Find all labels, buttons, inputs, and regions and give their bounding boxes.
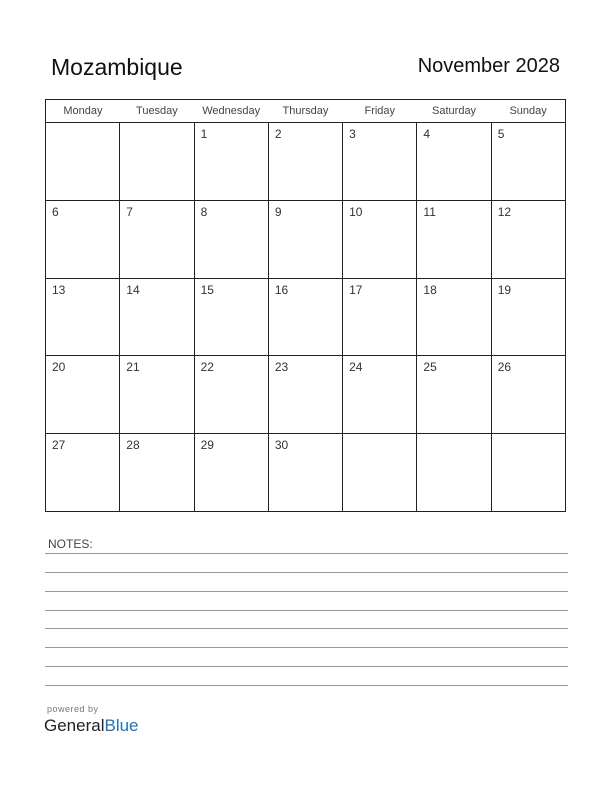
note-line bbox=[45, 610, 568, 611]
day-cell: 2 bbox=[268, 123, 342, 201]
powered-by-text: powered by bbox=[47, 704, 99, 714]
note-line bbox=[45, 685, 568, 686]
day-cell: 25 bbox=[417, 356, 491, 434]
day-cell: 9 bbox=[268, 200, 342, 278]
brand-name-blue: Blue bbox=[104, 716, 139, 735]
day-cell: 1 bbox=[194, 123, 268, 201]
day-cell: 17 bbox=[343, 278, 417, 356]
day-cell: 3 bbox=[343, 123, 417, 201]
day-cell bbox=[120, 123, 194, 201]
day-cell: 20 bbox=[46, 356, 120, 434]
day-cell: 13 bbox=[46, 278, 120, 356]
calendar-grid bbox=[45, 99, 566, 512]
weekday-friday: Friday bbox=[343, 100, 417, 123]
day-cell: 18 bbox=[417, 278, 491, 356]
weekday-monday: Monday bbox=[46, 100, 120, 123]
weekday-header-row bbox=[46, 100, 566, 123]
note-line bbox=[45, 647, 568, 648]
week-row bbox=[46, 434, 566, 512]
weekday-tuesday: Tuesday bbox=[120, 100, 194, 123]
week-row bbox=[46, 278, 566, 356]
month-year-title: November 2028 bbox=[417, 55, 560, 77]
note-line bbox=[45, 666, 568, 667]
note-line bbox=[45, 553, 568, 554]
weekday-sunday: Sunday bbox=[491, 100, 565, 123]
day-cell: 10 bbox=[343, 200, 417, 278]
week-row bbox=[46, 356, 566, 434]
weekday-thursday: Thursday bbox=[268, 100, 342, 123]
note-line bbox=[45, 591, 568, 592]
day-cell: 19 bbox=[491, 278, 565, 356]
country-title: Mozambique bbox=[51, 54, 183, 80]
weekday-wednesday: Wednesday bbox=[194, 100, 268, 123]
day-cell bbox=[46, 123, 120, 201]
day-cell: 15 bbox=[194, 278, 268, 356]
day-cell: 11 bbox=[417, 200, 491, 278]
day-cell: 22 bbox=[194, 356, 268, 434]
day-cell: 29 bbox=[194, 434, 268, 512]
day-cell: 28 bbox=[120, 434, 194, 512]
day-cell: 21 bbox=[120, 356, 194, 434]
day-cell bbox=[491, 434, 565, 512]
day-cell: 7 bbox=[120, 200, 194, 278]
day-cell: 14 bbox=[120, 278, 194, 356]
week-row bbox=[46, 200, 566, 278]
day-cell bbox=[343, 434, 417, 512]
day-cell: 12 bbox=[491, 200, 565, 278]
day-cell: 23 bbox=[268, 356, 342, 434]
notes-label: NOTES: bbox=[48, 537, 93, 551]
weekday-saturday: Saturday bbox=[417, 100, 491, 123]
note-line bbox=[45, 572, 568, 573]
week-row bbox=[46, 123, 566, 201]
day-cell: 8 bbox=[194, 200, 268, 278]
brand-logo bbox=[44, 716, 139, 736]
day-cell: 27 bbox=[46, 434, 120, 512]
day-cell: 26 bbox=[491, 356, 565, 434]
day-cell: 16 bbox=[268, 278, 342, 356]
day-cell: 6 bbox=[46, 200, 120, 278]
brand-name-general: General bbox=[44, 716, 105, 735]
day-cell bbox=[417, 434, 491, 512]
day-cell: 5 bbox=[491, 123, 565, 201]
day-cell: 30 bbox=[268, 434, 342, 512]
day-cell: 4 bbox=[417, 123, 491, 201]
day-cell: 24 bbox=[343, 356, 417, 434]
note-line bbox=[45, 628, 568, 629]
